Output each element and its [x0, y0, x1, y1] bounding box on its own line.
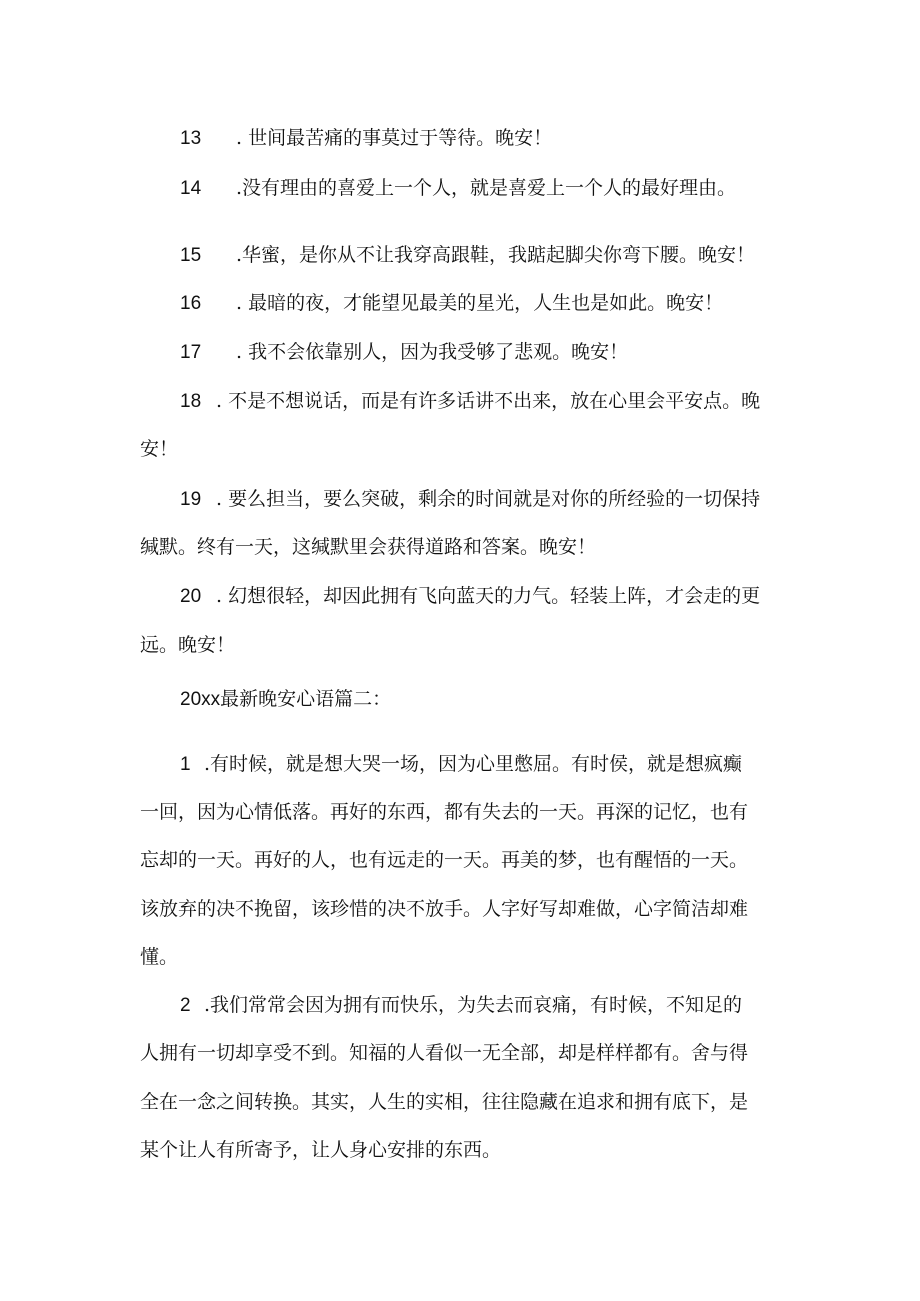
paragraph-text: 某个让人有所寄予，让人身心安排的东西。 [140, 1139, 502, 1161]
list-item [140, 162, 830, 215]
list-item [140, 277, 830, 330]
list-item [140, 112, 830, 165]
item-text-line2: 远。晚安！ [140, 634, 236, 656]
item-number: 18 [180, 391, 202, 412]
section-heading-text: 最新晚安心语篇二： [220, 688, 392, 710]
paragraph-number: 2 [180, 995, 191, 1016]
item-text-line1: . 要么担当，要么突破，剩余的时间就是对你的所经验的一切保持 [216, 488, 761, 510]
paragraph-line [140, 883, 790, 935]
item-number: 14 [180, 178, 202, 199]
item-text: . 最暗的夜，才能望见最美的星光，人生也是如此。晚安！ [236, 292, 724, 314]
item-number: 19 [180, 489, 202, 510]
paragraph-text: .有时候，就是想大哭一场，因为心里憋屈。有时侯，就是想疯癫 [204, 753, 743, 775]
section-heading [140, 673, 830, 726]
list-item [140, 326, 830, 379]
item-number: 20 [180, 586, 202, 607]
paragraph-text: 一回，因为心情低落。再好的东西，都有失去的一天。再深的记忆，也有 [140, 801, 749, 823]
paragraph-line [140, 979, 830, 1032]
item-text-line1: . 幻想很轻，却因此拥有飞向蓝天的力气。轻装上阵，才会走的更 [216, 585, 761, 607]
item-text-line2: 安！ [140, 438, 179, 460]
list-item-continuation [140, 423, 790, 475]
paragraph-text: 全在一念之间转换。其实，人生的实相，往往隐藏在追求和拥有底下，是 [140, 1091, 749, 1113]
list-item [140, 375, 830, 428]
paragraph-text: 该放弃的决不挽留，该珍惜的决不放手。人字好写却难做，心字简洁却难 [140, 898, 749, 920]
item-text-line2: 缄默。终有一天，这缄默里会获得道路和答案。晚安！ [140, 536, 597, 558]
paragraph-text: .我们常常会因为拥有而快乐，为失去而哀痛，有时候，不知足的 [204, 994, 743, 1016]
item-text-line1: . 不是不想说话，而是有许多话讲不出来，放在心里会平安点。晚 [216, 390, 761, 412]
list-item [140, 473, 830, 526]
section-heading-prefix: 20xx [180, 689, 221, 710]
item-number: 13 [180, 128, 202, 149]
item-number: 16 [180, 293, 202, 314]
paragraph-line [140, 931, 790, 983]
item-text: .华蜜，是你从不让我穿高跟鞋，我踮起脚尖你弯下腰。晚安！ [236, 244, 756, 266]
paragraph-line [140, 1124, 790, 1176]
paragraph-line [140, 738, 830, 791]
item-text: . 世间最苦痛的事莫过于等待。晚安！ [236, 127, 553, 149]
paragraph-text: 懂。 [140, 946, 179, 968]
paragraph-line [140, 1027, 790, 1079]
item-number: 15 [180, 245, 202, 266]
list-item [140, 229, 830, 282]
paragraph-line [140, 834, 790, 886]
paragraph-text: 人拥有一切却享受不到。知福的人看似一无全部，却是样样都有。舍与得 [140, 1042, 749, 1064]
paragraph-text: 忘却的一天。再好的人，也有远走的一天。再美的梦，也有醒悟的一天。 [140, 849, 749, 871]
list-item [140, 570, 830, 623]
paragraph-line [140, 1076, 790, 1128]
item-text: . 我不会依靠别人，因为我受够了悲观。晚安！ [236, 341, 629, 363]
paragraph-number: 1 [180, 754, 191, 775]
list-item-continuation [140, 619, 790, 671]
item-number: 17 [180, 342, 202, 363]
paragraph-line [140, 786, 790, 838]
list-item-continuation [140, 521, 790, 573]
item-text: .没有理由的喜爱上一个人，就是喜爱上一个人的最好理由。 [236, 177, 737, 199]
